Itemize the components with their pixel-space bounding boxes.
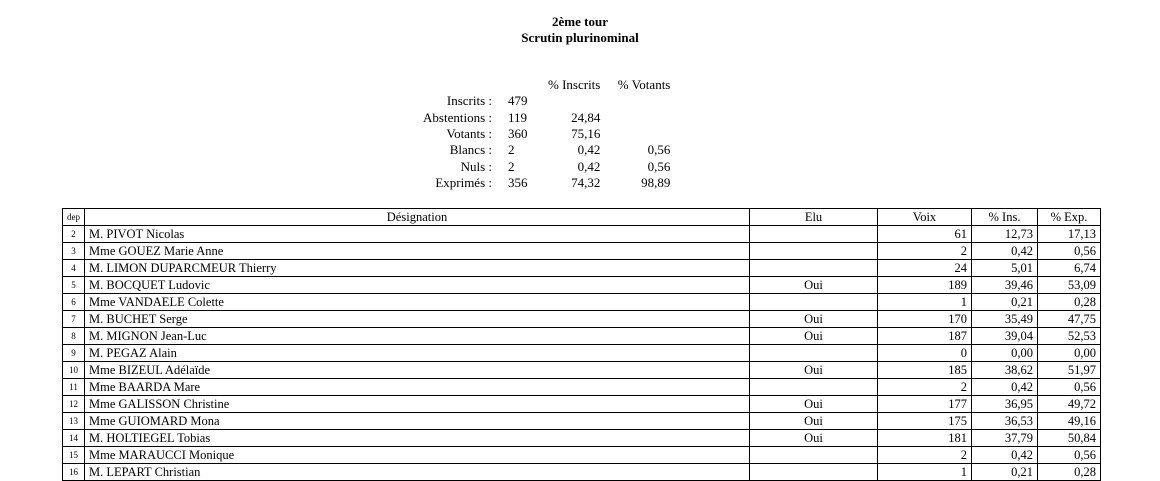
cell-dep: 12 [63, 396, 85, 413]
cell-designation: M. HOLTIEGEL Tobias [85, 430, 750, 447]
cell-dep: 5 [63, 277, 85, 294]
summary-value: 2 [508, 158, 515, 174]
table-row [63, 277, 1101, 294]
cell-designation: Mme MARAUCCI Monique [85, 447, 750, 464]
cell-pct-ins: 36,53 [972, 413, 1038, 430]
summary-pct-votants: 0,56 [647, 142, 671, 158]
cell-elu: Oui [750, 396, 878, 413]
cell-designation: Mme VANDAELE Colette [85, 294, 750, 311]
summary-col-votants: % Votants [617, 77, 671, 92]
cell-pct-ins: 12,73 [972, 226, 1038, 243]
summary-pct-inscrits: 75,16 [571, 125, 601, 141]
cell-elu [750, 260, 878, 277]
table-row [63, 311, 1101, 328]
table-row [63, 260, 1101, 277]
cell-pct-ins: 38,62 [972, 362, 1038, 379]
cell-elu: Oui [750, 362, 878, 379]
summary-row [380, 159, 670, 175]
summary-row [380, 175, 670, 191]
summary-block [380, 77, 670, 191]
cell-voix: 2 [878, 379, 972, 396]
summary-col-inscrits: % Inscrits [548, 77, 601, 92]
cell-pct-exp: 51,97 [1038, 362, 1101, 379]
cell-pct-ins: 0,21 [972, 464, 1038, 481]
cell-pct-exp: 50,84 [1038, 430, 1101, 447]
header-elu: Elu [750, 209, 878, 226]
cell-pct-exp: 0,28 [1038, 294, 1101, 311]
cell-pct-ins: 39,04 [972, 328, 1038, 345]
cell-pct-exp: 49,16 [1038, 413, 1101, 430]
cell-voix: 189 [878, 277, 972, 294]
cell-pct-ins: 0,42 [972, 379, 1038, 396]
summary-pct-inscrits: 0,42 [577, 142, 601, 158]
cell-elu [750, 447, 878, 464]
summary-row [380, 109, 670, 125]
cell-pct-ins: 36,95 [972, 396, 1038, 413]
cell-elu [750, 345, 878, 362]
summary-pct-votants [600, 126, 670, 142]
results-header-row [63, 209, 1101, 226]
summary-pct-inscrits: 24,84 [571, 109, 601, 125]
summary-value: 356 [508, 175, 528, 191]
cell-designation: Mme BIZEUL Adélaïde [85, 362, 750, 379]
summary-pct-votants [600, 93, 670, 109]
cell-pct-exp: 0,56 [1038, 447, 1101, 464]
cell-pct-ins: 35,49 [972, 311, 1038, 328]
summary-pct-votants: 0,56 [647, 158, 671, 174]
cell-elu [750, 294, 878, 311]
cell-pct-ins: 39,46 [972, 277, 1038, 294]
cell-designation: Mme GALISSON Christine [85, 396, 750, 413]
summary-label: Inscrits : [446, 93, 492, 109]
cell-designation: M. BUCHET Serge [85, 311, 750, 328]
cell-designation: M. PEGAZ Alain [85, 345, 750, 362]
cell-pct-exp: 17,13 [1038, 226, 1101, 243]
summary-label: Abstentions : [423, 109, 492, 125]
cell-pct-exp: 52,53 [1038, 328, 1101, 345]
summary-label: Blancs : [449, 142, 492, 158]
cell-dep: 16 [63, 464, 85, 481]
cell-elu [750, 226, 878, 243]
cell-pct-ins: 5,01 [972, 260, 1038, 277]
cell-voix: 2 [878, 243, 972, 260]
cell-dep: 4 [63, 260, 85, 277]
cell-dep: 2 [63, 226, 85, 243]
table-row [63, 243, 1101, 260]
header-pct-ins: % Ins. [972, 209, 1038, 226]
cell-voix: 177 [878, 396, 972, 413]
header-designation: Désignation [85, 209, 750, 226]
table-row [63, 464, 1101, 481]
summary-label: Votants : [446, 125, 492, 141]
cell-elu [750, 243, 878, 260]
summary-pct-inscrits: 0,42 [577, 158, 601, 174]
cell-pct-ins: 0,42 [972, 447, 1038, 464]
summary-value: 479 [508, 93, 528, 109]
cell-pct-ins: 37,79 [972, 430, 1038, 447]
cell-voix: 24 [878, 260, 972, 277]
cell-elu: Oui [750, 311, 878, 328]
cell-elu [750, 379, 878, 396]
results-table [62, 208, 1101, 481]
table-row [63, 447, 1101, 464]
summary-row [380, 142, 670, 158]
cell-designation: Mme GUIOMARD Mona [85, 413, 750, 430]
summary-label: Exprimés : [435, 175, 492, 191]
cell-dep: 3 [63, 243, 85, 260]
cell-pct-ins: 0,42 [972, 243, 1038, 260]
cell-voix: 1 [878, 464, 972, 481]
cell-voix: 185 [878, 362, 972, 379]
table-row [63, 294, 1101, 311]
cell-dep: 9 [63, 345, 85, 362]
summary-pct-inscrits [548, 93, 600, 109]
summary-header-row [380, 77, 670, 93]
cell-dep: 11 [63, 379, 85, 396]
cell-pct-exp: 53,09 [1038, 277, 1101, 294]
cell-elu: Oui [750, 413, 878, 430]
cell-pct-ins: 0,21 [972, 294, 1038, 311]
header-voix: Voix [878, 209, 972, 226]
summary-pct-votants [600, 109, 670, 125]
cell-pct-exp: 0,00 [1038, 345, 1101, 362]
table-row [63, 413, 1101, 430]
cell-elu: Oui [750, 277, 878, 294]
cell-voix: 2 [878, 447, 972, 464]
cell-designation: M. LIMON DUPARCMEUR Thierry [85, 260, 750, 277]
cell-elu: Oui [750, 328, 878, 345]
cell-designation: Mme BAARDA Mare [85, 379, 750, 396]
table-row [63, 328, 1101, 345]
table-row [63, 362, 1101, 379]
cell-designation: M. MIGNON Jean-Luc [85, 328, 750, 345]
cell-dep: 15 [63, 447, 85, 464]
cell-voix: 181 [878, 430, 972, 447]
table-row [63, 226, 1101, 243]
summary-row [380, 93, 670, 109]
page-title: 2ème tour [552, 14, 608, 29]
cell-designation: Mme GOUEZ Marie Anne [85, 243, 750, 260]
cell-dep: 10 [63, 362, 85, 379]
summary-table [380, 77, 670, 191]
page-subtitle: Scrutin plurinominal [521, 30, 639, 45]
cell-voix: 175 [878, 413, 972, 430]
cell-voix: 61 [878, 226, 972, 243]
cell-pct-exp: 0,56 [1038, 379, 1101, 396]
summary-value: 119 [508, 109, 528, 125]
cell-elu: Oui [750, 430, 878, 447]
cell-dep: 7 [63, 311, 85, 328]
header-dep: dep [63, 209, 85, 226]
cell-voix: 0 [878, 345, 972, 362]
table-row [63, 379, 1101, 396]
summary-row [380, 126, 670, 142]
cell-designation: M. BOCQUET Ludovic [85, 277, 750, 294]
summary-label: Nuls : [460, 158, 492, 174]
cell-designation: M. PIVOT Nicolas [85, 226, 750, 243]
cell-pct-exp: 0,56 [1038, 243, 1101, 260]
summary-pct-votants: 98,89 [641, 175, 671, 191]
table-row [63, 345, 1101, 362]
cell-dep: 13 [63, 413, 85, 430]
summary-pct-inscrits: 74,32 [571, 175, 601, 191]
cell-elu [750, 464, 878, 481]
cell-voix: 170 [878, 311, 972, 328]
cell-pct-exp: 49,72 [1038, 396, 1101, 413]
cell-pct-ins: 0,00 [972, 345, 1038, 362]
summary-value: 360 [508, 125, 528, 141]
cell-pct-exp: 0,28 [1038, 464, 1101, 481]
cell-dep: 6 [63, 294, 85, 311]
header-pct-exp: % Exp. [1038, 209, 1101, 226]
cell-dep: 8 [63, 328, 85, 345]
cell-dep: 14 [63, 430, 85, 447]
summary-value: 2 [508, 142, 515, 158]
cell-designation: M. LEPART Christian [85, 464, 750, 481]
cell-pct-exp: 47,75 [1038, 311, 1101, 328]
table-row [63, 396, 1101, 413]
cell-pct-exp: 6,74 [1038, 260, 1101, 277]
cell-voix: 187 [878, 328, 972, 345]
cell-voix: 1 [878, 294, 972, 311]
table-row [63, 430, 1101, 447]
